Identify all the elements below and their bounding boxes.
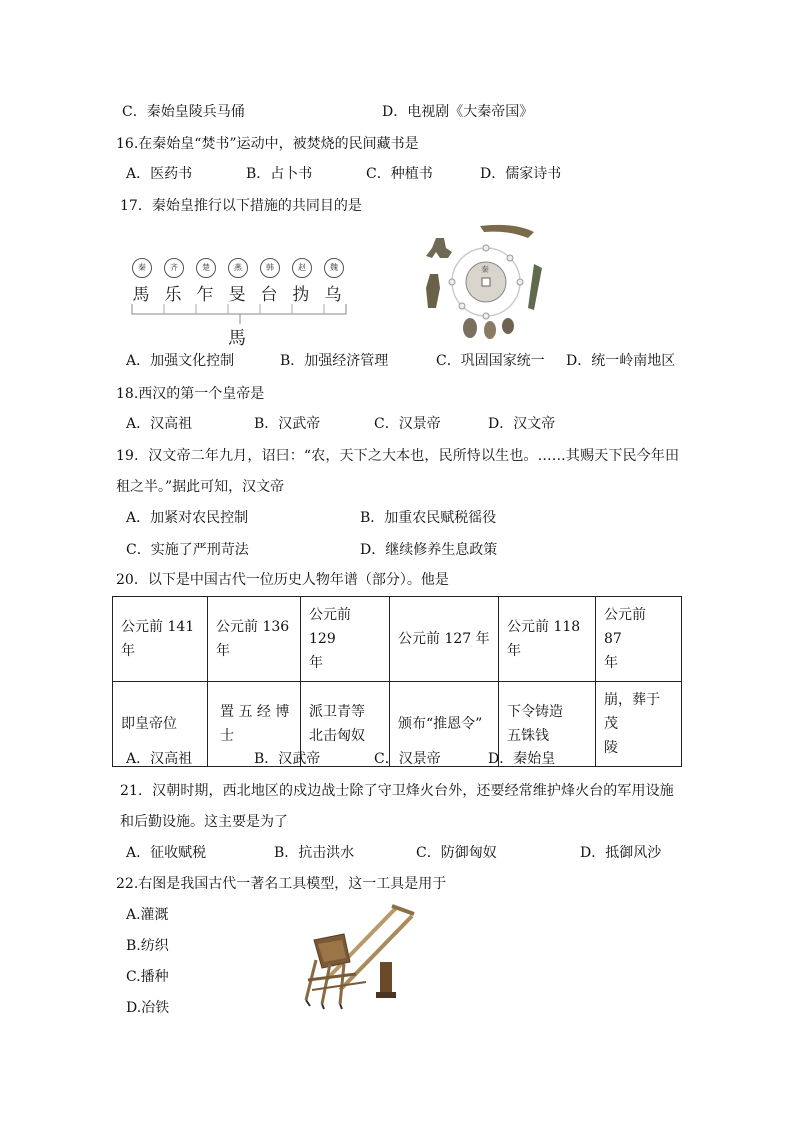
state-label-chu: 楚	[196, 258, 216, 278]
q21-stem-line1: 21．汉朝时期，西北地区的戍边战士除了守卫烽火台外，还要经常维护烽火台的军用设施	[120, 783, 674, 799]
q19-option-d: D．继续修养生息政策	[360, 542, 498, 558]
q17-stem: 17．秦始皇推行以下措施的共同目的是	[120, 198, 362, 214]
year-cell: 公元前 136 年	[208, 597, 301, 682]
q20-option-a: A．汉高祖	[126, 751, 193, 767]
q17-option-b: B．加强经济管理	[280, 353, 389, 369]
q18-option-d: D．汉文帝	[488, 416, 556, 432]
q19-stem-line2: 租之半。”据此可知，汉文帝	[116, 479, 285, 495]
q22-option-d: D.冶铁	[126, 1000, 170, 1016]
q20-option-b: B．汉武帝	[254, 751, 321, 767]
state-label-han: 韩	[260, 258, 280, 278]
script-unification-figure	[128, 258, 350, 348]
bracket-lines	[128, 302, 350, 326]
chronology-table	[112, 596, 682, 767]
glyph-chu: 乍	[196, 285, 214, 305]
q18-option-a: A．汉高祖	[126, 416, 193, 432]
q16-option-c: C．种植书	[366, 166, 433, 182]
year-cell: 公元前 118 年	[499, 597, 596, 682]
glyph-qin: 馬	[132, 285, 150, 305]
q16-option-b: B．占卜书	[246, 166, 313, 182]
seed-drill-model-image	[296, 900, 426, 1010]
state-label-yan: 燕	[228, 258, 248, 278]
q21-option-d: D．抵御风沙	[580, 845, 662, 861]
event-cell: 即皇帝位	[113, 682, 208, 767]
q21-option-c: C．防御匈奴	[416, 845, 497, 861]
glyph-yan: 旻	[228, 285, 246, 305]
year-cell: 公元前 127 年	[390, 597, 499, 682]
q19-option-a: A．加紧对农民控制	[126, 510, 249, 526]
glyph-wei: 乌	[324, 285, 342, 305]
q17-option-a: A．加强文化控制	[126, 353, 235, 369]
event-cell: 置 五 经 博 士	[208, 682, 301, 767]
q22-option-b: B.纺织	[126, 938, 169, 954]
q17-option-d: D．统一岭南地区	[566, 353, 676, 369]
q15-option-d: D．电视剧《大秦帝国》	[382, 104, 534, 120]
event-cell: 派卫青等 北击匈奴	[301, 682, 390, 767]
q22-stem: 22.右图是我国古代一著名工具模型，这一工具是用于	[116, 876, 447, 892]
q16-stem: 16.在秦始皇“焚书”运动中，被焚烧的民间藏书是	[116, 136, 419, 152]
q18-option-c: C．汉景帝	[374, 416, 441, 432]
year-cell: 公元前 129 年	[301, 597, 390, 682]
year-cell: 公元前 141 年	[113, 597, 208, 682]
state-label-zhao: 赵	[292, 258, 312, 278]
q20-option-d: D．秦始皇	[488, 751, 556, 767]
year-cell: 公元前 87 年	[596, 597, 682, 682]
glyph-zhao: 㧑	[292, 285, 310, 305]
state-label-qin: 秦	[132, 258, 152, 278]
q21-stem-line2: 和后勤设施。这主要是为了	[120, 814, 288, 830]
q19-stem-line1: 19．汉文帝二年九月，诏曰：“农，天下之大本也，民所恃以生也。……其赐天下民今年田	[116, 448, 680, 464]
q22-option-c: C.播种	[126, 969, 169, 985]
state-label-wei: 魏	[324, 258, 344, 278]
q18-stem: 18.西汉的第一个皇帝是	[116, 386, 265, 402]
event-cell: 颁布“推恩令”	[390, 682, 499, 767]
q21-option-b: B．抗击洪水	[274, 845, 355, 861]
unified-glyph: 馬	[228, 328, 246, 349]
coin-center-label: 秦	[481, 265, 489, 274]
q17-option-c: C．巩固国家统一	[436, 353, 545, 369]
glyph-han: 台	[260, 285, 278, 305]
glyph-qi: 乐	[164, 285, 182, 305]
q16-option-a: A．医药书	[126, 166, 193, 182]
q19-option-c: C．实施了严刑苛法	[126, 542, 249, 558]
q20-stem: 20．以下是中国古代一位历史人物年谱（部分）。他是	[116, 572, 449, 588]
q22-option-a: A.灌溉	[126, 907, 169, 923]
event-cell: 下令铸造 五铢钱	[499, 682, 596, 767]
q16-option-d: D．儒家诗书	[480, 166, 562, 182]
q20-option-c: C．汉景帝	[374, 751, 441, 767]
q15-option-c: C．秦始皇陵兵马俑	[122, 104, 245, 120]
q19-option-b: B．加重农民赋税徭役	[360, 510, 497, 526]
q18-option-b: B．汉武帝	[254, 416, 321, 432]
q21-option-a: A．征收赋税	[126, 845, 207, 861]
table-row-years	[113, 597, 682, 682]
coin-unification-figure	[424, 218, 550, 344]
event-cell: 崩，葬于茂 陵	[596, 682, 682, 767]
state-label-qi: 齐	[164, 258, 184, 278]
